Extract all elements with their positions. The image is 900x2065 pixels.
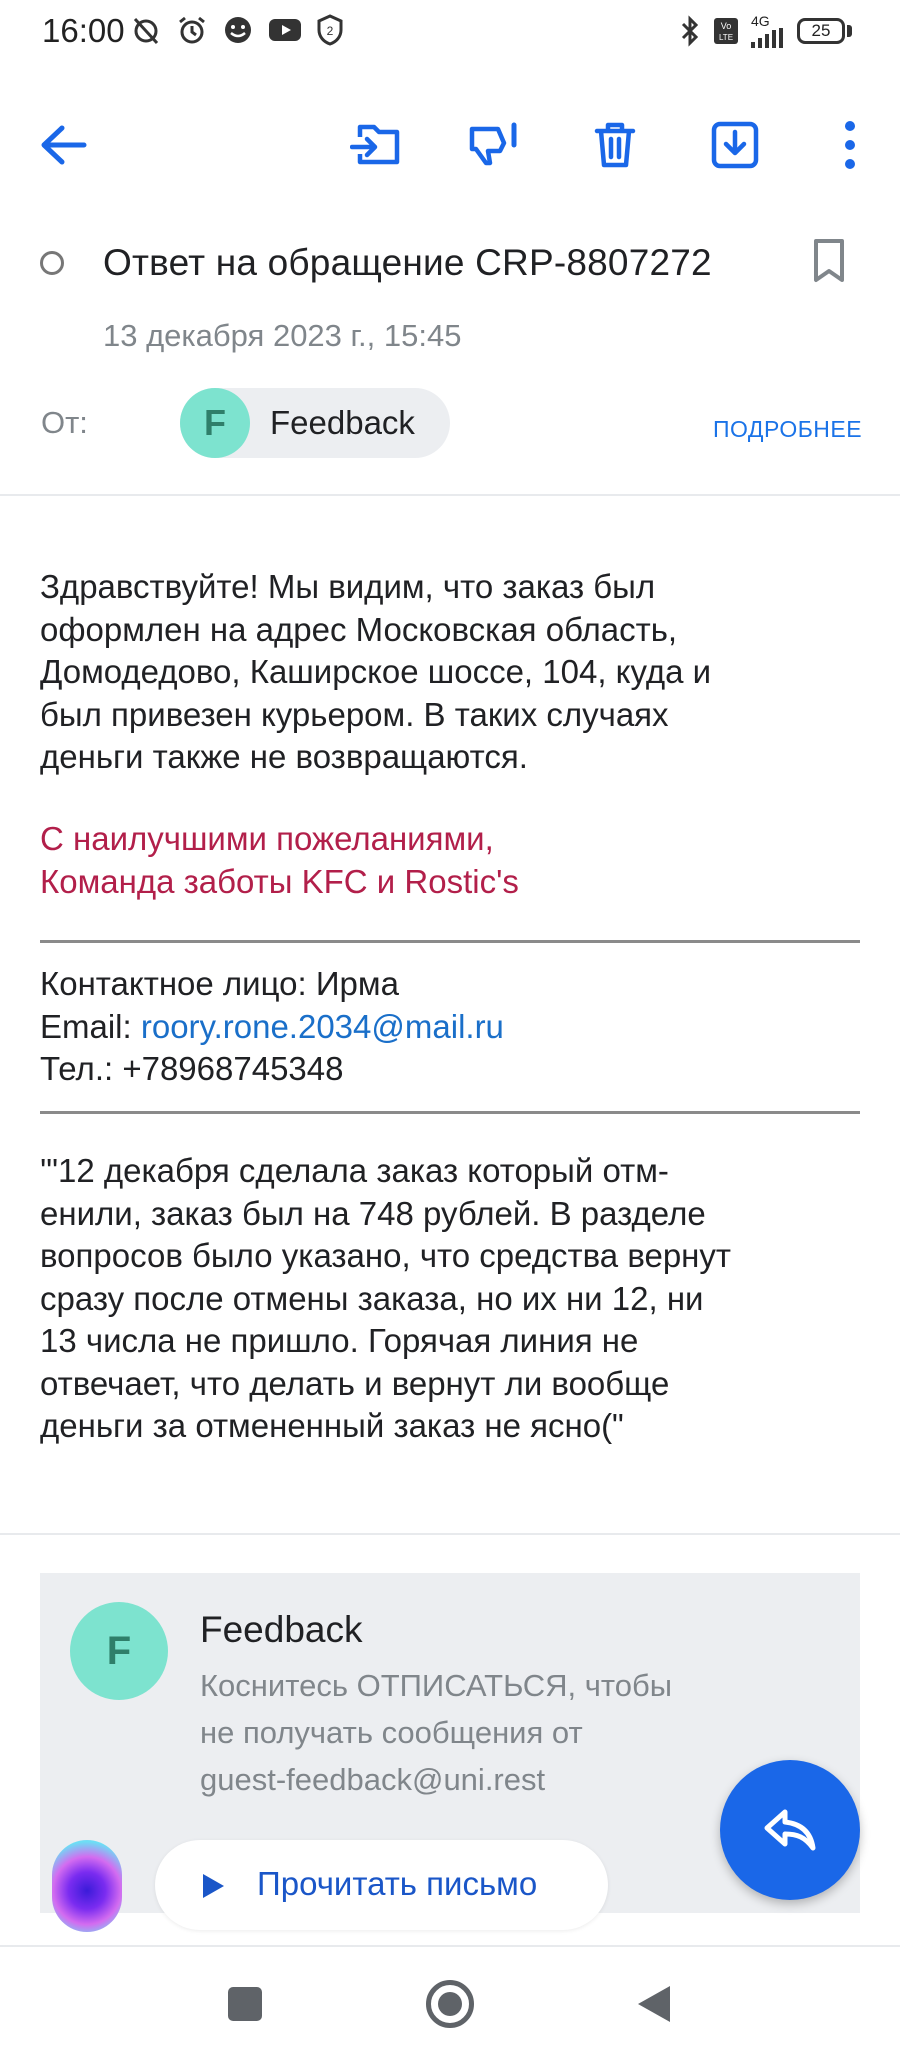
unsubscribe-note [200, 1662, 760, 1803]
note-line: Коснитесь ОТПИСАТЬСЯ, чтобы [200, 1668, 673, 1703]
assistant-orb[interactable] [52, 1840, 122, 1932]
quote-line: сразу после отмены заказа, но их ни 12, ни [40, 1279, 704, 1317]
bookmark-button[interactable] [812, 238, 846, 289]
alarm-off-icon [130, 14, 162, 46]
play-icon [200, 1872, 226, 1900]
svg-text:2: 2 [326, 24, 334, 38]
signature [40, 818, 519, 903]
delete-button[interactable] [580, 110, 650, 180]
battery-tip [847, 25, 852, 37]
email-date: 13 декабря 2023 г., 15:45 [103, 318, 462, 353]
notification-icons [130, 14, 344, 46]
quote-line: '"12 декабря сделала заказ который отм- [40, 1152, 669, 1189]
body-line: был привезен курьером. В таких случаях [40, 695, 669, 733]
email-toolbar [0, 110, 900, 200]
signature-line: С наилучшими пожеланиями, [40, 820, 494, 857]
more-options-button[interactable] [815, 110, 885, 180]
body-divider [0, 1533, 900, 1535]
sender-avatar: F [180, 388, 250, 458]
youtube-icon [268, 16, 302, 44]
shield-badge-icon [316, 14, 344, 46]
body-line: деньги также не возвращаются. [40, 738, 528, 775]
arrow-left-icon [38, 123, 88, 167]
subject-row [0, 236, 900, 296]
spam-button[interactable] [460, 110, 530, 180]
emoji-app-icon [222, 14, 254, 46]
from-label: От: [41, 405, 88, 440]
archive-button[interactable] [700, 110, 770, 180]
signature-line: Команда заботы KFC и Rostic's [40, 862, 519, 900]
sender-name: Feedback [270, 404, 415, 441]
note-line: guest-feedback@uni.rest [200, 1762, 546, 1797]
signal-icon [751, 28, 785, 48]
network-type: 4G [751, 13, 770, 29]
read-aloud-label: Прочитать письмо [257, 1865, 538, 1902]
back-triangle-icon[interactable] [636, 1984, 672, 2024]
contact-email-row [40, 1006, 870, 1049]
quote-line: деньги за отмененный заказ не ясно(" [40, 1407, 624, 1444]
home-dot [438, 1992, 462, 2016]
body-line: оформлен на адрес Московская область, [40, 610, 678, 648]
alarm-icon [176, 14, 208, 46]
recents-button[interactable] [228, 1987, 262, 2021]
card-sender-name: Feedback [200, 1609, 363, 1650]
trash-icon [593, 121, 637, 169]
header-divider [0, 494, 900, 496]
back-button[interactable] [28, 110, 98, 180]
signal-group [751, 14, 785, 48]
note-line: не получать сообщения от [200, 1715, 583, 1750]
contact-email-link[interactable]: roory.rone.2034@mail.ru [140, 1007, 504, 1045]
contact-phone[interactable]: Тел.: +78968745348 [40, 1050, 344, 1087]
separator-line [40, 940, 860, 943]
reply-icon [763, 1808, 817, 1852]
quote-line: енили, заказ был на 748 рублей. В разделе [40, 1194, 706, 1232]
status-time: 16:00 [42, 12, 125, 49]
status-bar [0, 0, 900, 70]
separator-line [40, 1111, 860, 1114]
quoted-message [40, 1150, 870, 1448]
bluetooth-icon [679, 15, 701, 47]
details-link[interactable]: ПОДРОБНЕЕ [713, 416, 863, 442]
contact-person: Контактное лицо: Ирма [40, 965, 399, 1002]
report-spam-icon [468, 121, 522, 169]
volte-icon [713, 16, 739, 46]
quote-line: отвечает, что делать и вернут ли вообще [40, 1364, 670, 1402]
more-vert-icon [844, 120, 856, 170]
system-icons [679, 14, 852, 48]
body-line: Здравствуйте! Мы видим, что заказ был [40, 568, 656, 605]
move-to-folder-icon [350, 121, 404, 169]
card-avatar: F [70, 1602, 168, 1700]
bookmark-icon [812, 238, 846, 284]
quote-line: 13 числа не пришло. Горячая линия не [40, 1322, 639, 1359]
download-box-icon [710, 120, 760, 170]
quote-line: вопросов было указано, что средства вернут [40, 1237, 732, 1274]
svg-text:Vo: Vo [720, 21, 732, 31]
battery-icon: 25 [797, 18, 845, 44]
move-button[interactable] [342, 110, 412, 180]
svg-text:LTE: LTE [718, 33, 734, 42]
body-line: Домодедово, Каширское шоссе, 104, куда и [40, 653, 712, 690]
email-body-paragraph [40, 566, 870, 779]
email-label: Email: [40, 1007, 141, 1045]
email-subject: Ответ на обращение CRP-8807272 [103, 242, 712, 283]
reply-fab[interactable] [720, 1760, 860, 1900]
read-status-toggle[interactable] [40, 251, 64, 275]
contact-block [40, 963, 870, 1091]
